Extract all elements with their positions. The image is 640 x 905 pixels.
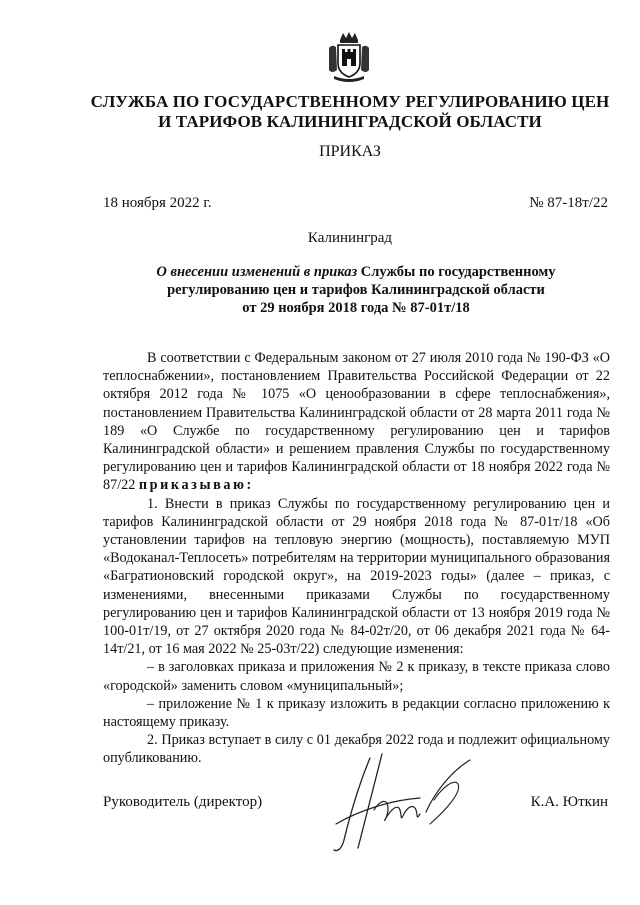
document-body bbox=[103, 349, 610, 768]
orders-word: приказываю: bbox=[138, 477, 254, 494]
item-1-dash-2: – приложение № 1 к приказу изложить в редакции согласно приложению к настоящему приказу. bbox=[103, 695, 610, 731]
heading-line-1 bbox=[96, 263, 616, 281]
document-type: ПРИКАЗ bbox=[319, 143, 381, 160]
item-1-paragraph: 1. Внести в приказ Службы по государственному регулированию цен и тарифов Калининградской области от 29 ноября 2018 года № 87-01т/18 «Об установлении тарифов на тепловую энергию (мощность), поставляемую МУП «Водоканал-Теплосеть» потребителям на территории муниципального образования «Багратионовский городской округ», на 2019-2023 годы» (далее – приказ, с изменениями, внесенными приказами Службы по государственному регулированию цен и тарифов Калининградской области от 13 ноября 2019 года № 100-01т/19, от 27 октября 2020 года № 84-02т/20, от 06 декабря 2021 года № 64-14т/21, от 16 мая 2022 № 25-03т/22) следующие изменения: bbox=[103, 495, 610, 658]
organization-title-line-2: И ТАРИФОВ КАЛИНИНГРАДСКОЙ ОБЛАСТИ bbox=[158, 112, 542, 131]
signer-role: Руководитель (директор) bbox=[103, 794, 263, 810]
document-number: № 87-18т/22 bbox=[529, 195, 608, 211]
heading-line-2: регулированию цен и тарифов Калининградской области bbox=[167, 282, 545, 298]
document-date: 18 ноября 2022 г. bbox=[103, 195, 212, 211]
heading-italic-part: О внесении изменений в приказ bbox=[156, 264, 358, 280]
preamble-text: В соответствии с Федеральным законом от 27 июля 2010 года № 190-ФЗ «О теплоснабжении», постановлением Правительства Российской Федерации от 22 октября 2012 года № 1075 «О ценообразовании в сфере теплоснабжения», постановлением Правительства Калининградской области от 28 марта 2011 года № 189 «О Службе по государственному регулированию цен и тарифов Калининградской области» и решением правления Службы по государственному регулированию цен и тарифов Калининградской области от 18 ноября 2022 года № 87/22 bbox=[103, 350, 610, 494]
heading-line-3: от 29 ноября 2018 года № 87-01т/18 bbox=[242, 300, 470, 316]
item-2-paragraph: 2. Приказ вступает в силу с 01 декабря 2022 года и подлежит официальному опубликованию. bbox=[103, 732, 610, 767]
item-1-dash-1: – в заголовках приказа и приложения № 2 к приказу, в тексте приказа слово «городской» заменить словом «муниципальный»; bbox=[103, 659, 610, 694]
organization-title-line-1: СЛУЖБА ПО ГОСУДАРСТВЕННОМУ РЕГУЛИРОВАНИЮ ЦЕН bbox=[90, 92, 610, 111]
organization-title bbox=[60, 92, 640, 132]
coat-of-arms-icon bbox=[326, 30, 372, 82]
handwritten-signature-icon bbox=[330, 752, 480, 856]
preamble-paragraph bbox=[103, 349, 610, 495]
document-city: Калининград bbox=[307, 230, 393, 246]
signer-name: К.А. Юткин bbox=[530, 794, 608, 810]
heading-rest-line-1: Службы по государственному bbox=[357, 264, 556, 280]
document-heading bbox=[96, 263, 616, 317]
